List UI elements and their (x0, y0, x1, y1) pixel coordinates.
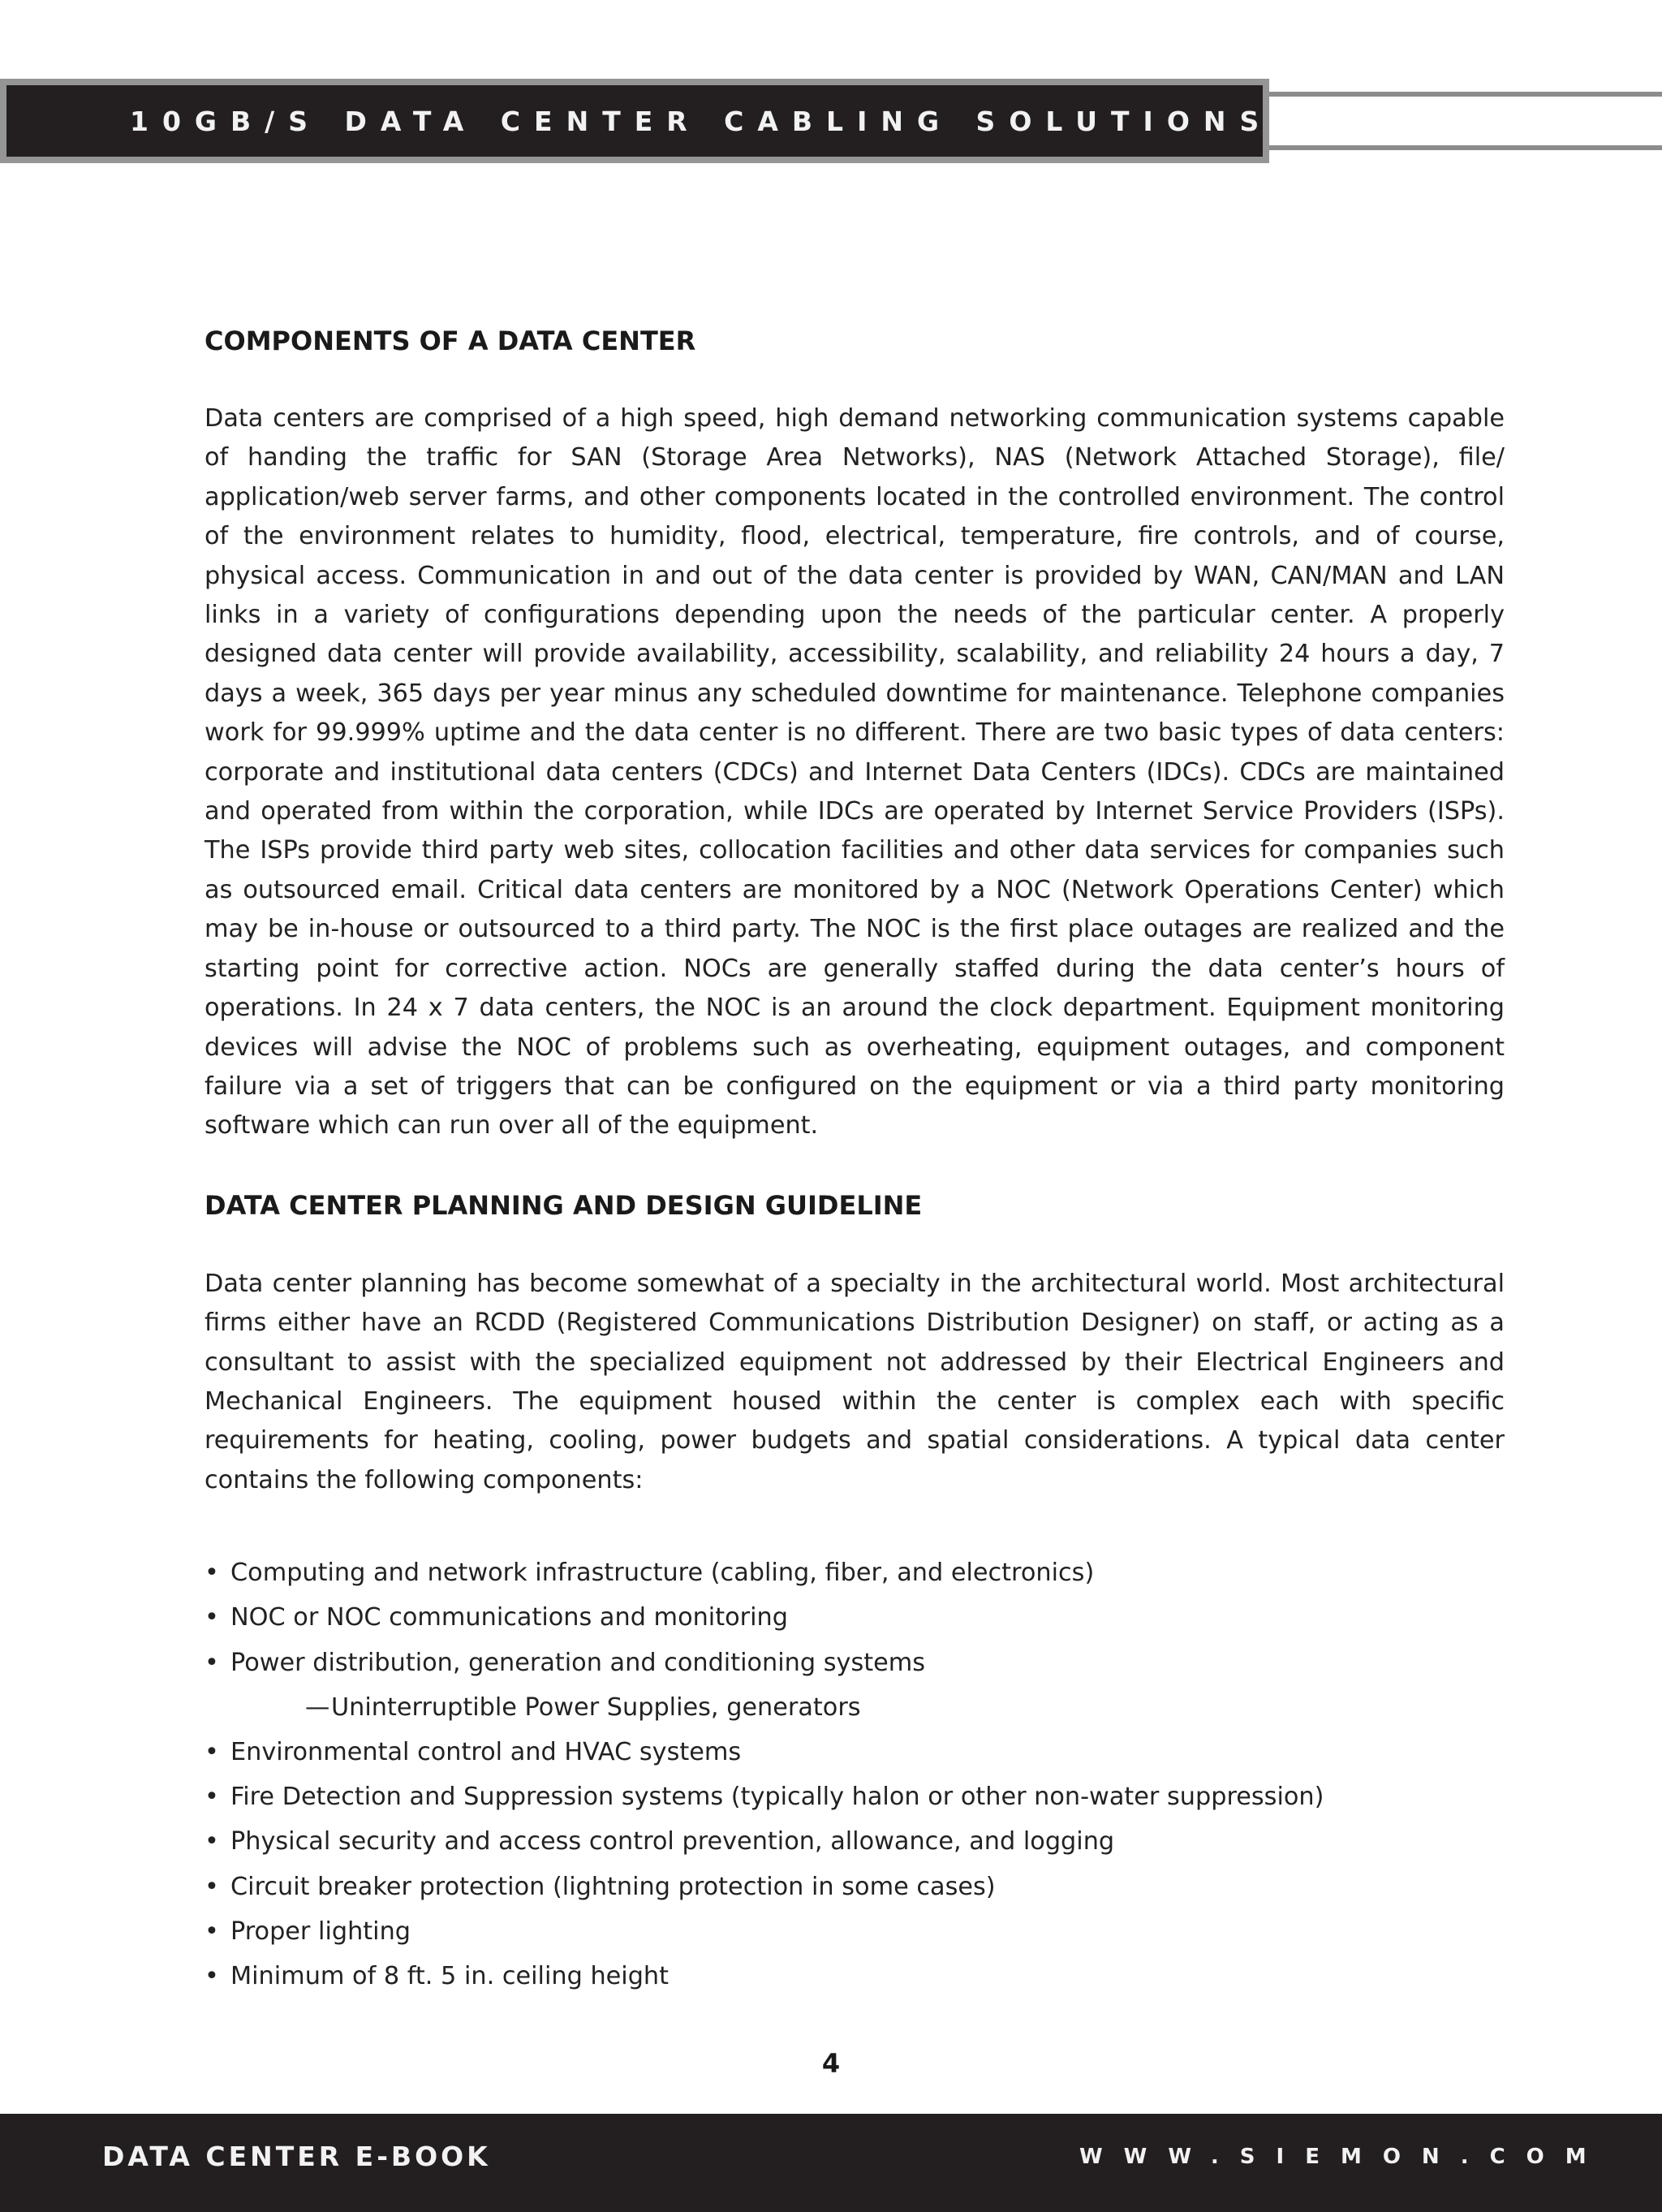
sub-list-item: —Uninterruptible Power Supplies, generators (205, 1685, 1505, 1730)
bullet-mark: • (205, 1783, 219, 1812)
paragraph-components: Data centers are comprised of a high speed, high demand networking communication systems capable of handing the traffic for SAN (Storage Area Networks), NAS (Network Attached Storage), file/ application/web server farms, and other components located in the controlled environment. The control of the environment relates to humidity, flood, electrical, temperature, fire controls, and of course, physical access. Communication in and out of the data center is provided by WAN, CAN/MAN and LAN links in a variety of configurations depending upon the needs of the particular center. A properly designed data center will provide availability, accessibility, scalability, and reliability 24 hours a day, 7 days a week, 365 days per year minus any scheduled downtime for maintenance. Telephone companies work for 99.999% uptime and the data center is no different. There are two basic types of data centers: corporate and institutional data centers (CDCs) and Internet Data Centers (IDCs). CDCs are maintained and operated from within the corporation, while IDCs are operated by Internet Service Providers (ISPs). The ISPs provide third party web sites, collocation facilities and other data services for companies such as outsourced email. Critical data centers are monitored by a NOC (Network Operations Center) which may be in-house or outsourced to a third party. The NOC is the first place outages are realized and the starting point for corrective action. NOCs are generally staffed during the data center’s hours of operations. In 24 x 7 data centers, the NOC is an around the clock department. Equipment monitoring devices will advise the NOC of problems such as overheating, equipment outages, and component failure via a set of triggers that can be configured on the equipment or via a third party monitoring software which can run over all of the equipment. (205, 404, 1505, 1140)
component-list (205, 1550, 1505, 1999)
footer-ebook-label: DATA CENTER E-BOOK (102, 2141, 491, 2172)
list-item: • Minimum of 8 ft. 5 in. ceiling height (205, 1954, 1505, 1999)
list-item: • Proper lighting (205, 1909, 1505, 1954)
bullet-mark: • (205, 1872, 219, 1901)
list-item: • NOC or NOC communications and monitoring (205, 1595, 1505, 1640)
bullet-mark: • (205, 1917, 219, 1946)
page-number: 4 (821, 2048, 841, 2079)
bullet-mark: • (205, 1827, 219, 1856)
page-content (205, 321, 1505, 1999)
dash-mark: — (305, 1692, 330, 1722)
footer-website-link[interactable]: WWW.SIEMON.COM (1079, 2145, 1608, 2169)
bullet-mark: • (205, 1737, 219, 1766)
list-item: • Physical security and access control prevention, allowance, and logging (205, 1819, 1505, 1864)
header-rule-bottom (1269, 145, 1662, 150)
list-item: • Environmental control and HVAC systems (205, 1730, 1505, 1774)
header-rule-top (1269, 92, 1662, 97)
list-item: • Fire Detection and Suppression systems (typically halon or other non-water suppression) (205, 1774, 1505, 1819)
bullet-mark: • (205, 1648, 219, 1677)
header-title: 10GB/S DATA CENTER CABLING SOLUTIONS (130, 106, 1273, 137)
list-item: • Computing and network infrastructure (cabling, fiber, and electronics) (205, 1550, 1505, 1595)
bullet-mark: • (205, 1603, 219, 1632)
bullet-mark: • (205, 1559, 219, 1588)
section-heading-components: COMPONENTS OF A DATA CENTER (205, 326, 696, 356)
paragraph-planning: Data center planning has become somewhat of a specialty in the architectural world. Most architectural firms either have an RCDD (Registered Communications Distribution Designer) on staff, or acting as a consultant to assist with the specialized equipment not addressed by their Electrical Engineers and Mechanical Engineers. The equipment housed within the center is complex each with specific requirements for heating, cooling, power budgets and spatial considerations. A typical data center contains the following components: (205, 1269, 1505, 1494)
list-item: • Circuit breaker protection (lightning protection in some cases) (205, 1865, 1505, 1909)
bullet-mark: • (205, 1961, 219, 1990)
section-heading-planning: DATA CENTER PLANNING AND DESIGN GUIDELINE (205, 1189, 923, 1221)
list-item: • Power distribution, generation and conditioning systems (205, 1641, 1505, 1685)
